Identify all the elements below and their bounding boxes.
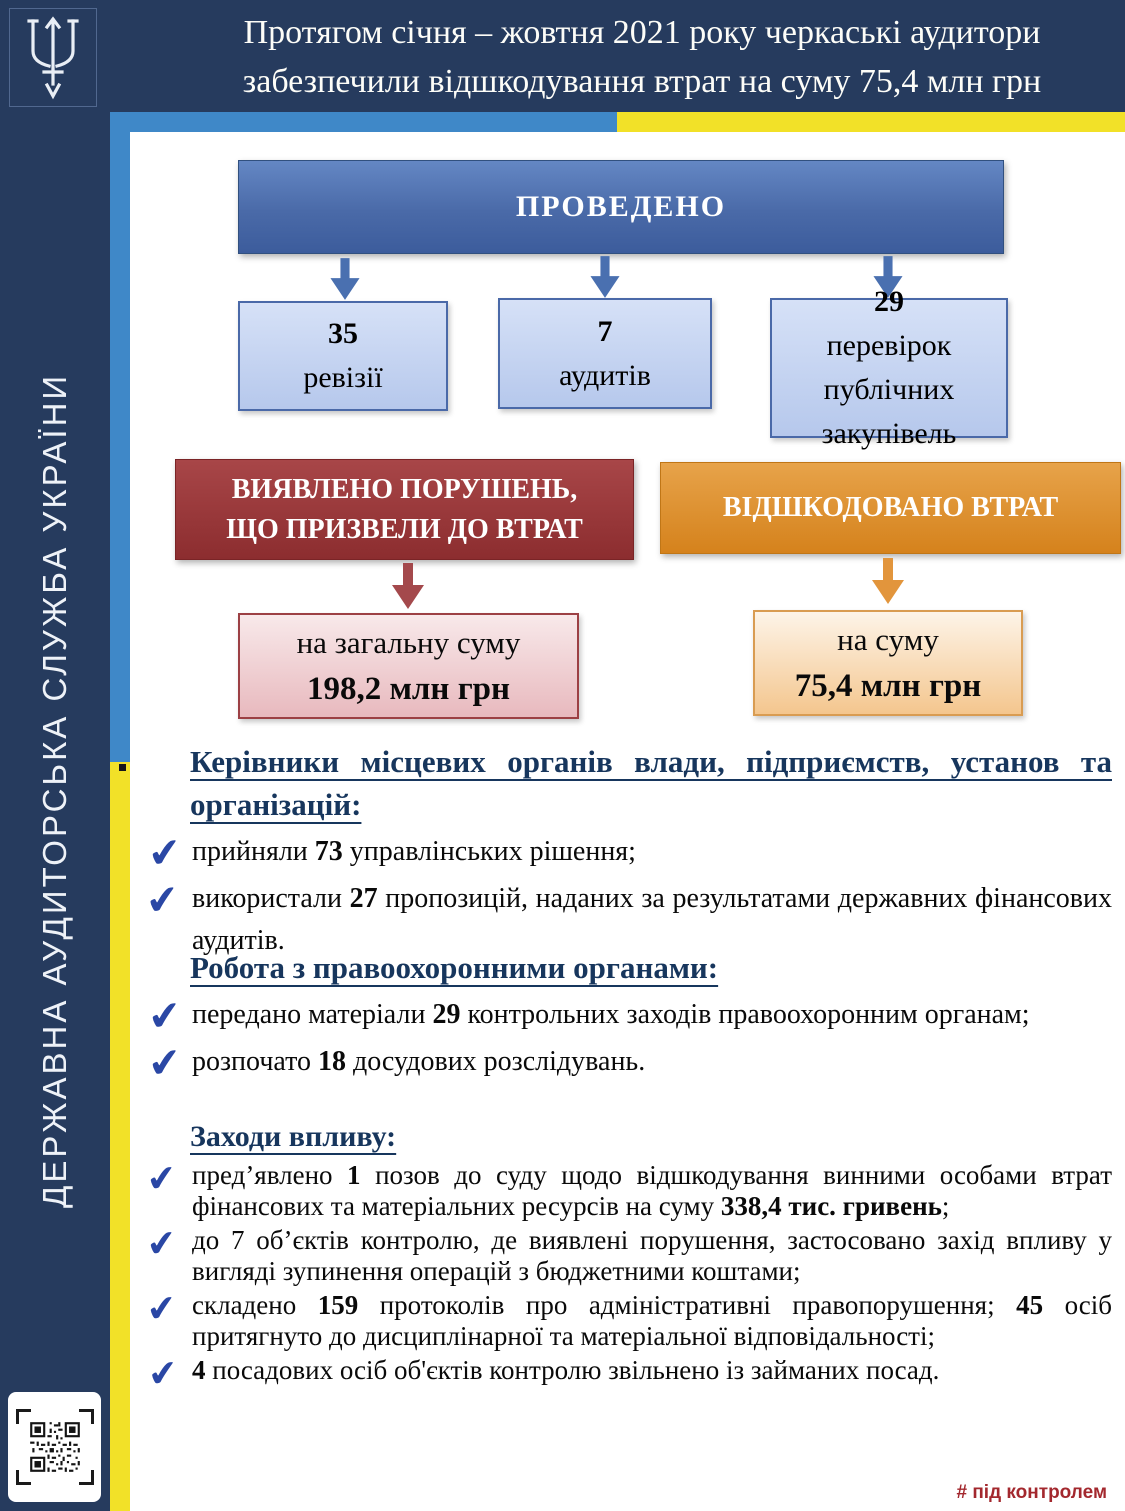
arrow-down-icon xyxy=(585,254,625,300)
checkmark-icon: ✔ xyxy=(144,1222,179,1267)
list-item xyxy=(144,1287,1112,1352)
violations-title-line2: ЩО ПРИЗВЕЛИ ДО ВТРАТ xyxy=(226,513,583,545)
list-item xyxy=(145,828,1112,879)
conducted-header-box: ПРОВЕДЕНО xyxy=(238,160,1004,254)
coat-of-arms-box xyxy=(9,8,97,107)
list-item xyxy=(144,1157,1112,1222)
reimbursed-amount-box xyxy=(753,610,1023,716)
list-item-text: до 7 об’єктів контролю, де виявлені порушення, застосовано захід впливу у вигляді зупинення операцій з бюджетними коштами; xyxy=(192,1225,1112,1286)
flag-stripe-left-blue xyxy=(110,112,130,762)
qr-bracket-icon xyxy=(16,1470,31,1485)
arrow-down-icon xyxy=(866,555,910,607)
arrow-down-icon xyxy=(325,256,365,302)
list-item xyxy=(145,991,1112,1042)
list-item-text: використали 27 пропозицій, наданих за результатами державних фінансових аудитів. xyxy=(192,883,1112,956)
procurement-checks-box: 29 перевірок публічних закупівель xyxy=(770,298,1008,438)
list-item-text: передано матеріали 29 контрольних заходів правоохоронним органам; xyxy=(192,999,1030,1030)
list-item-text: прийняли 73 управлінських рішення; xyxy=(192,836,636,867)
page-title: Протягом січня – жовтня 2021 року черкаські аудитори забезпечили відшкодування втрат на суму 75,4 млн грн xyxy=(242,14,1042,100)
list-item-text: пред’явлено 1 позов до суду щодо відшкодування винними особами втрат фінансових та матеріальних ресурсів на суму 338,4 тис. гривень; xyxy=(192,1160,1112,1221)
qr-code xyxy=(8,1392,101,1502)
list-item-text: розпочато 18 досудових розслідувань. xyxy=(192,1046,646,1077)
arrow-down-icon xyxy=(386,560,430,612)
revisions-box: 35 ревізії xyxy=(238,301,448,411)
qr-bracket-icon xyxy=(79,1470,94,1485)
section-heading: Робота з правоохоронними органами: xyxy=(190,950,719,985)
list-item-text: 4 посадових осіб об'єктів контролю звільнено із займаних посад. xyxy=(192,1355,940,1385)
violations-amount-value: 198,2 млн грн xyxy=(306,671,511,707)
flag-stripe-top-blue xyxy=(110,112,617,132)
hashtag-label: # під контролем xyxy=(956,1482,1107,1503)
qr-bracket-icon xyxy=(79,1409,94,1424)
qr-pattern-icon xyxy=(28,1420,82,1474)
checkmark-icon: ✔ xyxy=(145,1038,184,1089)
list-item-text: складено 159 протоколів про адміністративні правопорушення; 45 осіб притягнуто до дисциплінарної та матеріальної відповідальності; xyxy=(192,1290,1112,1351)
flag-stripe-left-yellow xyxy=(110,762,130,1511)
reimbursed-amount-value: 75,4 млн грн xyxy=(794,668,982,704)
violations-amount-label: на загальну суму xyxy=(296,625,521,660)
sidebar-agency-name: ДЕРЖАВНА АУДИТОРСЬКА СЛУЖБА УКРАЇНИ xyxy=(36,372,73,1208)
tryzub-icon xyxy=(22,15,84,101)
section-heading: Заходи впливу: xyxy=(190,1120,397,1153)
section-law-enforcement xyxy=(145,946,1112,1089)
small-dot xyxy=(119,764,126,771)
list-item xyxy=(145,1352,1112,1397)
violations-title-line1: ВИЯВЛЕНО ПОРУШЕНЬ, xyxy=(231,473,578,505)
reimbursed-amount-label: на суму xyxy=(837,622,939,657)
reimbursed-header-box: ВІДШКОДОВАНО ВТРАТ xyxy=(660,462,1121,554)
list-item xyxy=(145,1038,1112,1089)
section-heading: Керівники місцевих органів влади, підприємств, установ та організацій: xyxy=(190,744,1112,822)
qr-bracket-icon xyxy=(16,1409,31,1424)
flag-stripe-top-yellow xyxy=(617,112,1125,132)
list-item xyxy=(144,1222,1112,1287)
checkmark-icon: ✔ xyxy=(144,1157,179,1202)
checkmark-icon: ✔ xyxy=(145,828,184,879)
checkmark-icon: ✔ xyxy=(145,1352,181,1397)
checkmark-icon: ✔ xyxy=(143,876,182,926)
violations-amount-box xyxy=(238,613,579,719)
section-managers xyxy=(143,740,1112,962)
checkmark-icon: ✔ xyxy=(144,1287,179,1332)
section-enforcement-measures xyxy=(144,1120,1112,1397)
checkmark-icon: ✔ xyxy=(145,991,184,1042)
violations-header-box xyxy=(175,459,634,560)
audits-box: 7 аудитів xyxy=(498,298,712,409)
